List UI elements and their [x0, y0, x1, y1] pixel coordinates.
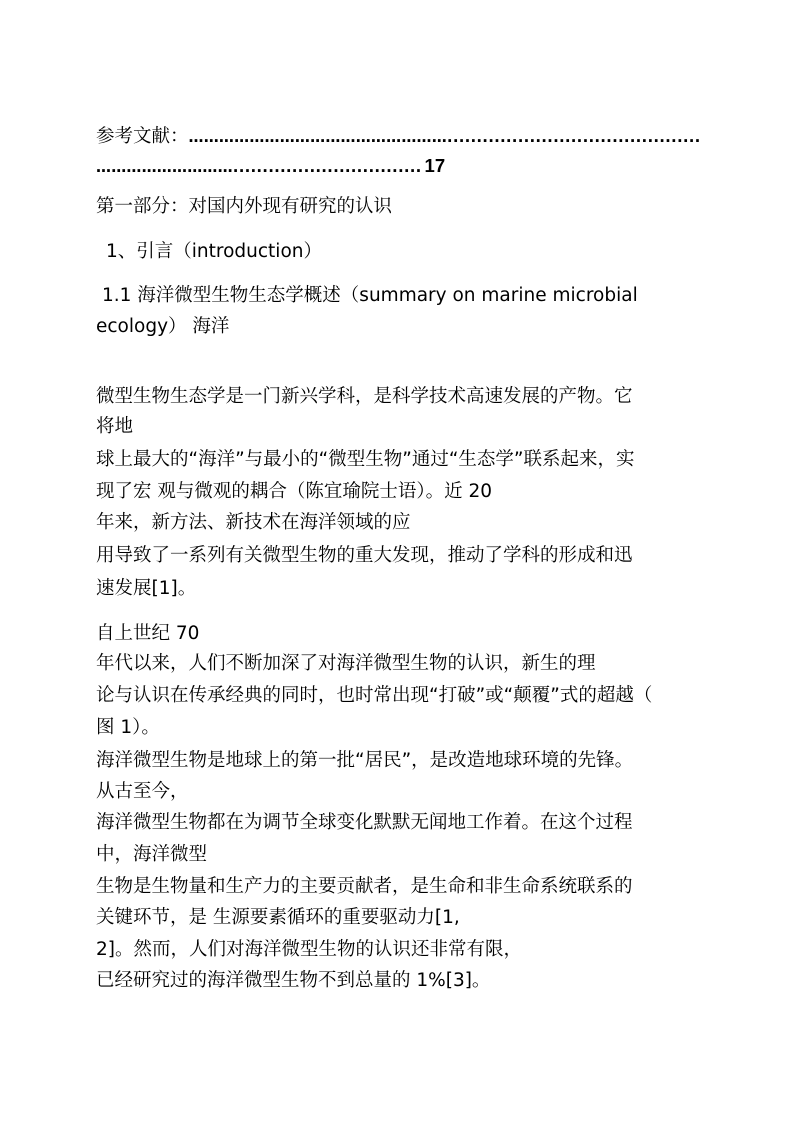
paragraph2-line: 关键环节，是 生源要素循环的重要驱动力[1, [96, 907, 460, 928]
paragraph2-line: 图 1）。 [96, 717, 160, 738]
paragraph2-line: 从古至今， [96, 781, 189, 802]
subsection-heading-line1: 1.1 海洋微型生物生态学概述（summary on marine microbial [102, 285, 638, 306]
paragraph1-line: 微型生物生态学是一门新兴学科，是科学技术高速发展的产物。它 [96, 386, 633, 407]
paragraph2-line: 自上世纪 70 [96, 623, 200, 644]
paragraph2-line: 已经研究过的海洋微型生物不到总量的 1%[3]。 [96, 970, 491, 991]
paragraph2-line: 年代以来，人们不断加深了对海洋微型生物的认识，新生的理 [96, 653, 596, 674]
toc-entry-continuation [96, 153, 445, 180]
paragraph1-line: 用导致了一系列有关微型生物的重大发现，推动了学科的形成和迅 [96, 545, 633, 566]
paragraph2-line: 海洋微型生物都在为调节全球变化默默无闻地工作着。在这个过程 [96, 812, 633, 833]
toc-page-number: 17 [424, 155, 446, 176]
toc-leader-dots: ……………………………………………........................................... [188, 128, 701, 146]
toc-label: 参考文献： [96, 126, 189, 147]
paragraph2-line: 海洋微型生物是地球上的第一批“居民”，是改造地球环境的先锋。 [96, 750, 634, 771]
paragraph2-line: 2]。然而，人们对海洋微型生物的认识还非常有限， [96, 939, 522, 960]
paragraph1-line: 将地 [96, 416, 134, 437]
subsection-heading-line2: ecology） 海洋 [96, 316, 230, 337]
paragraph1-line: 速发展[1]。 [96, 578, 197, 599]
paragraph2-line: 论与认识在传承经典的同时，也时常出现“打破”或“颠覆”式的超越（ [96, 685, 653, 706]
toc-leader-dots-continued: ………………………................................ [96, 158, 422, 176]
part-heading: 第一部分：对国内外现有研究的认识 [96, 196, 393, 217]
toc-entry-references [96, 124, 701, 150]
paragraph1-line: 现了宏 观与微观的耦合（陈宜瑜院士语）。近 20 [96, 481, 493, 502]
paragraph2-line: 中，海洋微型 [96, 844, 208, 865]
paragraph1-line: 球上最大的“海洋”与最小的“微型生物”通过“生态学”联系起来，实 [96, 449, 635, 470]
paragraph2-line: 生物是生物量和生产力的主要贡献者，是生命和非生命系统联系的 [96, 876, 633, 897]
paragraph1-line: 年来，新方法、新技术在海洋领域的应 [96, 512, 411, 533]
section-heading: 1、引言（introduction） [106, 241, 322, 262]
